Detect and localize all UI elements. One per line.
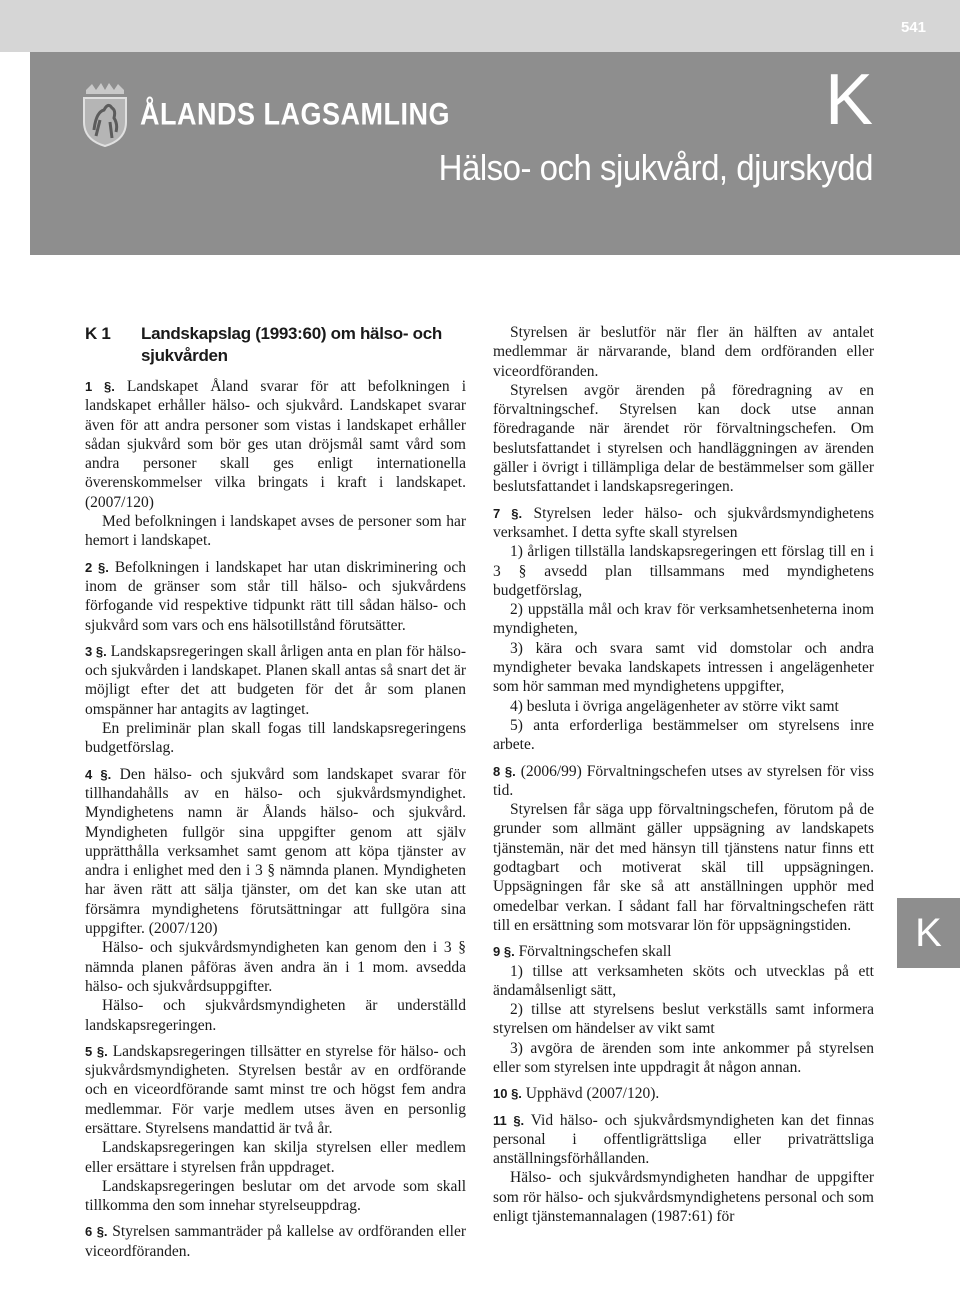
paragraph-text: Styrelsen får säga upp förvaltningschefen, förutom på de grunder som allmänt gäller uppsägning av landskapets tjänstemän, när det med hänsyn till tjänstens natur finns ett godtagbart och motiverat skäl till uppsägningen. Uppsägningen får ske så att anställningen upphör med omedelbar verkan. I sådant fall har förvaltningschefen rätt till en ersättning som motsvarar lön för uppsägningstiden. (493, 801, 874, 934)
section-paragraph (85, 558, 466, 635)
paragraph-text: Upphävd (2007/120). (525, 1085, 660, 1103)
right-column (493, 323, 874, 1233)
organization-name: ÅLANDS LAGSAMLING (140, 96, 450, 131)
paragraph-text: Hälso- och sjukvårdsmyndigheten handhar de uppgifter som rör hälso- och sjukvårdsmyndighetens personal och som enligt tjänstemannalagen (1987:61) för (493, 1169, 874, 1226)
section-paragraph (493, 962, 874, 1001)
law-section (85, 1042, 466, 1216)
paragraph-text: 5) anta erforderliga bestämmelser om styrelsens inre arbete. (493, 716, 874, 754)
left-sections (85, 377, 466, 1261)
paragraph-text: Styrelsen är beslutför när fler än hälften av antalet medlemmar är närvarande, bland dem ordföranden eller viceordföranden. (493, 324, 874, 380)
section-paragraph (85, 1222, 466, 1261)
paragraph-text: Landskapsregeringen skall årligen anta en plan för hälso- och sjukvården i landskapet. Planen skall antas så snart det är möjligt efter det att budgeten för det år som planen omspänner har antagits av lagtinget. (85, 642, 467, 718)
section-number: 11 §. (493, 1112, 525, 1128)
section-paragraph (85, 1138, 466, 1177)
section-number: 6 §. (85, 1224, 108, 1240)
law-section (493, 323, 874, 497)
chapter-letter: K (824, 60, 873, 140)
paragraph-text: Styrelsen avgör ärenden på föredragning av en förvaltningschef. Styrelsen kan dock utse annan föredragande när ärendet rör förvaltningschefen. Om beslutsfattandet i styrelsen och handläggningen av ärenden gäller i övrigt i tillämpliga delar de bestämmelser som gäller beslutsfattandet i landskapsregeringen. (493, 381, 874, 496)
section-paragraph (493, 716, 874, 755)
section-paragraph (493, 1168, 874, 1226)
left-column (85, 323, 466, 1268)
section-number: 4 §. (85, 766, 112, 782)
law-section (85, 558, 466, 635)
law-section (85, 765, 466, 1035)
law-section (493, 1084, 874, 1103)
section-number: 7 §. (493, 505, 523, 521)
paragraph-text: Vid hälso- och sjukvårdsmyndigheten kan det finnas personal i offentligrättsliga eller privaträttsliga anställningsförhållanden. (493, 1111, 874, 1168)
section-paragraph (493, 942, 874, 961)
section-paragraph (493, 1039, 874, 1078)
law-section (493, 504, 874, 755)
paragraph-text: 1) tillse att verksamheten sköts och utvecklas på ett ändamålsenligt sätt, (493, 962, 874, 999)
section-paragraph (493, 762, 874, 801)
law-section (85, 377, 466, 551)
paragraph-text: 1) årligen tillställa landskapsregeringen ett förslag till en i 3 § avsedd plan tillsammans med myndighetens budgetförslag, (493, 543, 874, 599)
paragraph-text: 4) besluta i övriga angelägenheter av större vikt samt (510, 697, 839, 715)
law-section (493, 1111, 874, 1227)
law-section (85, 642, 466, 758)
paragraph-text: 2) uppställa mål och krav för verksamhetsenheterna inom myndigheten, (493, 601, 874, 638)
section-paragraph (493, 697, 874, 716)
section-paragraph (85, 938, 466, 996)
paragraph-text: 2) tillse att styrelsens beslut verkställs samt informera styrelsen om händelser av vikt samt (493, 1001, 874, 1038)
paragraph-text: 3) avgöra de ärenden som inte ankommer på styrelsen eller som styrelsen inte uppdragit åt någon annan. (493, 1039, 874, 1076)
paragraph-text: Befolkningen i landskapet har utan diskriminering och inom de gränser som står till hälso- och sjukvårdens förfogande vid respektive tidpunkt rätt till sådan hälso- och sjukvård som vars och ens hälsotillstånd förutsätter. (85, 558, 466, 634)
side-tab-letter: K (897, 898, 960, 968)
section-number: 10 §. (493, 1086, 522, 1102)
section-paragraph (493, 1084, 874, 1103)
paragraph-text: Förvaltningschefen skall (518, 943, 672, 961)
law-heading (85, 323, 466, 367)
paragraph-text: Landskapet Åland svarar för att befolkningen i landskapet erhåller hälso- och sjukvård. Landskapet svarar även för att andra personer som vistas i landskapet erhåller sådan sjukvård som bör ges utan dröjsmål samt vård som andra personer skall ges enligt internationella överenskommelser vilka bringats i kraft i landskapet. (2007/120) (85, 378, 466, 511)
section-number: 2 §. (85, 559, 109, 575)
section-paragraph (493, 1111, 874, 1169)
section-paragraph (85, 1042, 466, 1138)
page-number: 541 (900, 19, 926, 36)
section-paragraph (85, 377, 466, 512)
chapter-title: Hälso- och sjukvård, djurskydd (438, 147, 873, 188)
law-title: Landskapslag (1993:60) om hälso- och sjukvården (141, 324, 442, 365)
section-paragraph (85, 1177, 466, 1216)
section-paragraph (493, 1000, 874, 1039)
paragraph-text: (2006/99) Förvaltningschefen utses av styrelsen för viss tid. (493, 762, 875, 799)
section-paragraph (493, 381, 874, 497)
paragraph-text: Landskapsregeringen tillsätter en styrelse för hälso- och sjukvårdsmyndigheten. Styrelsen består av en ordförande och en viceordförande samt minst tre och högst fem andra medlemmar. För varje medlem utses även en personlig ersättare. Styrelsens mandattid är två år. (85, 1042, 467, 1137)
paragraph-text: Hälso- och sjukvårdsmyndigheten är underställd landskapsregeringen. (85, 997, 466, 1034)
right-sections (493, 323, 874, 1226)
paragraph-text: En preliminär plan skall fogas till landskapsregeringens budgetförslag. (85, 720, 466, 757)
law-section (85, 1222, 466, 1261)
section-paragraph (493, 639, 874, 697)
section-paragraph (85, 719, 466, 758)
section-paragraph (493, 600, 874, 639)
paragraph-text: 3) kära och svara samt vid domstolar och andra myndigheter bevaka landskapets intressen i angelägenheter som hör samman med myndighetens uppgifter, (493, 639, 874, 696)
top-strip (0, 0, 960, 52)
paragraph-text: Landskapsregeringen beslutar om det arvode som skall tillkomma den som innehar styrelseuppdrag. (85, 1177, 466, 1215)
aland-coat-of-arms-icon (82, 80, 128, 148)
paragraph-text: Landskapsregeringen kan skilja styrelsen eller medlem eller ersättare i styrelsen från uppdraget. (85, 1139, 466, 1176)
paragraph-text: Styrelsen leder hälso- och sjukvårdsmyndighetens verksamhet. I detta syfte skall styrelsen (493, 504, 875, 541)
law-section (493, 762, 874, 936)
logo (82, 80, 450, 148)
paragraph-text: Hälso- och sjukvårdsmyndigheten kan genom den i 3 § nämnda planen påföras även andra än i 1 mom. avsedda hälso- och sjukvårdsuppgifter. (85, 939, 466, 995)
section-paragraph (493, 504, 874, 543)
paragraph-text: Med befolkningen i landskapet avses de personer som har hemort i landskapet. (85, 513, 466, 550)
section-number: 1 §. (85, 379, 115, 394)
chapter-banner (30, 52, 960, 255)
section-number: 9 §. (493, 944, 515, 960)
paragraph-text: Styrelsen sammanträder på kallelse av ordföranden eller viceordföranden. (85, 1223, 467, 1260)
section-number: 5 §. (85, 1043, 108, 1059)
section-paragraph (85, 996, 466, 1035)
section-paragraph (85, 765, 466, 939)
section-paragraph (85, 642, 466, 719)
section-paragraph (493, 800, 874, 935)
section-paragraph (493, 542, 874, 600)
law-code: K 1 (85, 324, 111, 343)
paragraph-text: Den hälso- och sjukvård som landskapet svarar för tillhandahålls av en hälso- och sjukvårdsmyndighet. Myndighetens namn är Ålands hälso- och sjukvård. Myndigheten fullgör sina uppgifter genom att själv upprätthålla verksamhet samt genom att köpa tjänster av andra i enlighet med den i 3 § nämnda planen. Myndigheten har även rätt att sälja tjänster, om det kan ske utan att försämra myndighetens förutsättningar att fullgöra sina uppgifter. (2007/120) (85, 765, 466, 938)
law-section (493, 942, 874, 1077)
section-number: 8 §. (493, 763, 516, 779)
section-paragraph (493, 323, 874, 381)
section-number: 3 §. (85, 643, 107, 659)
section-paragraph (85, 512, 466, 551)
